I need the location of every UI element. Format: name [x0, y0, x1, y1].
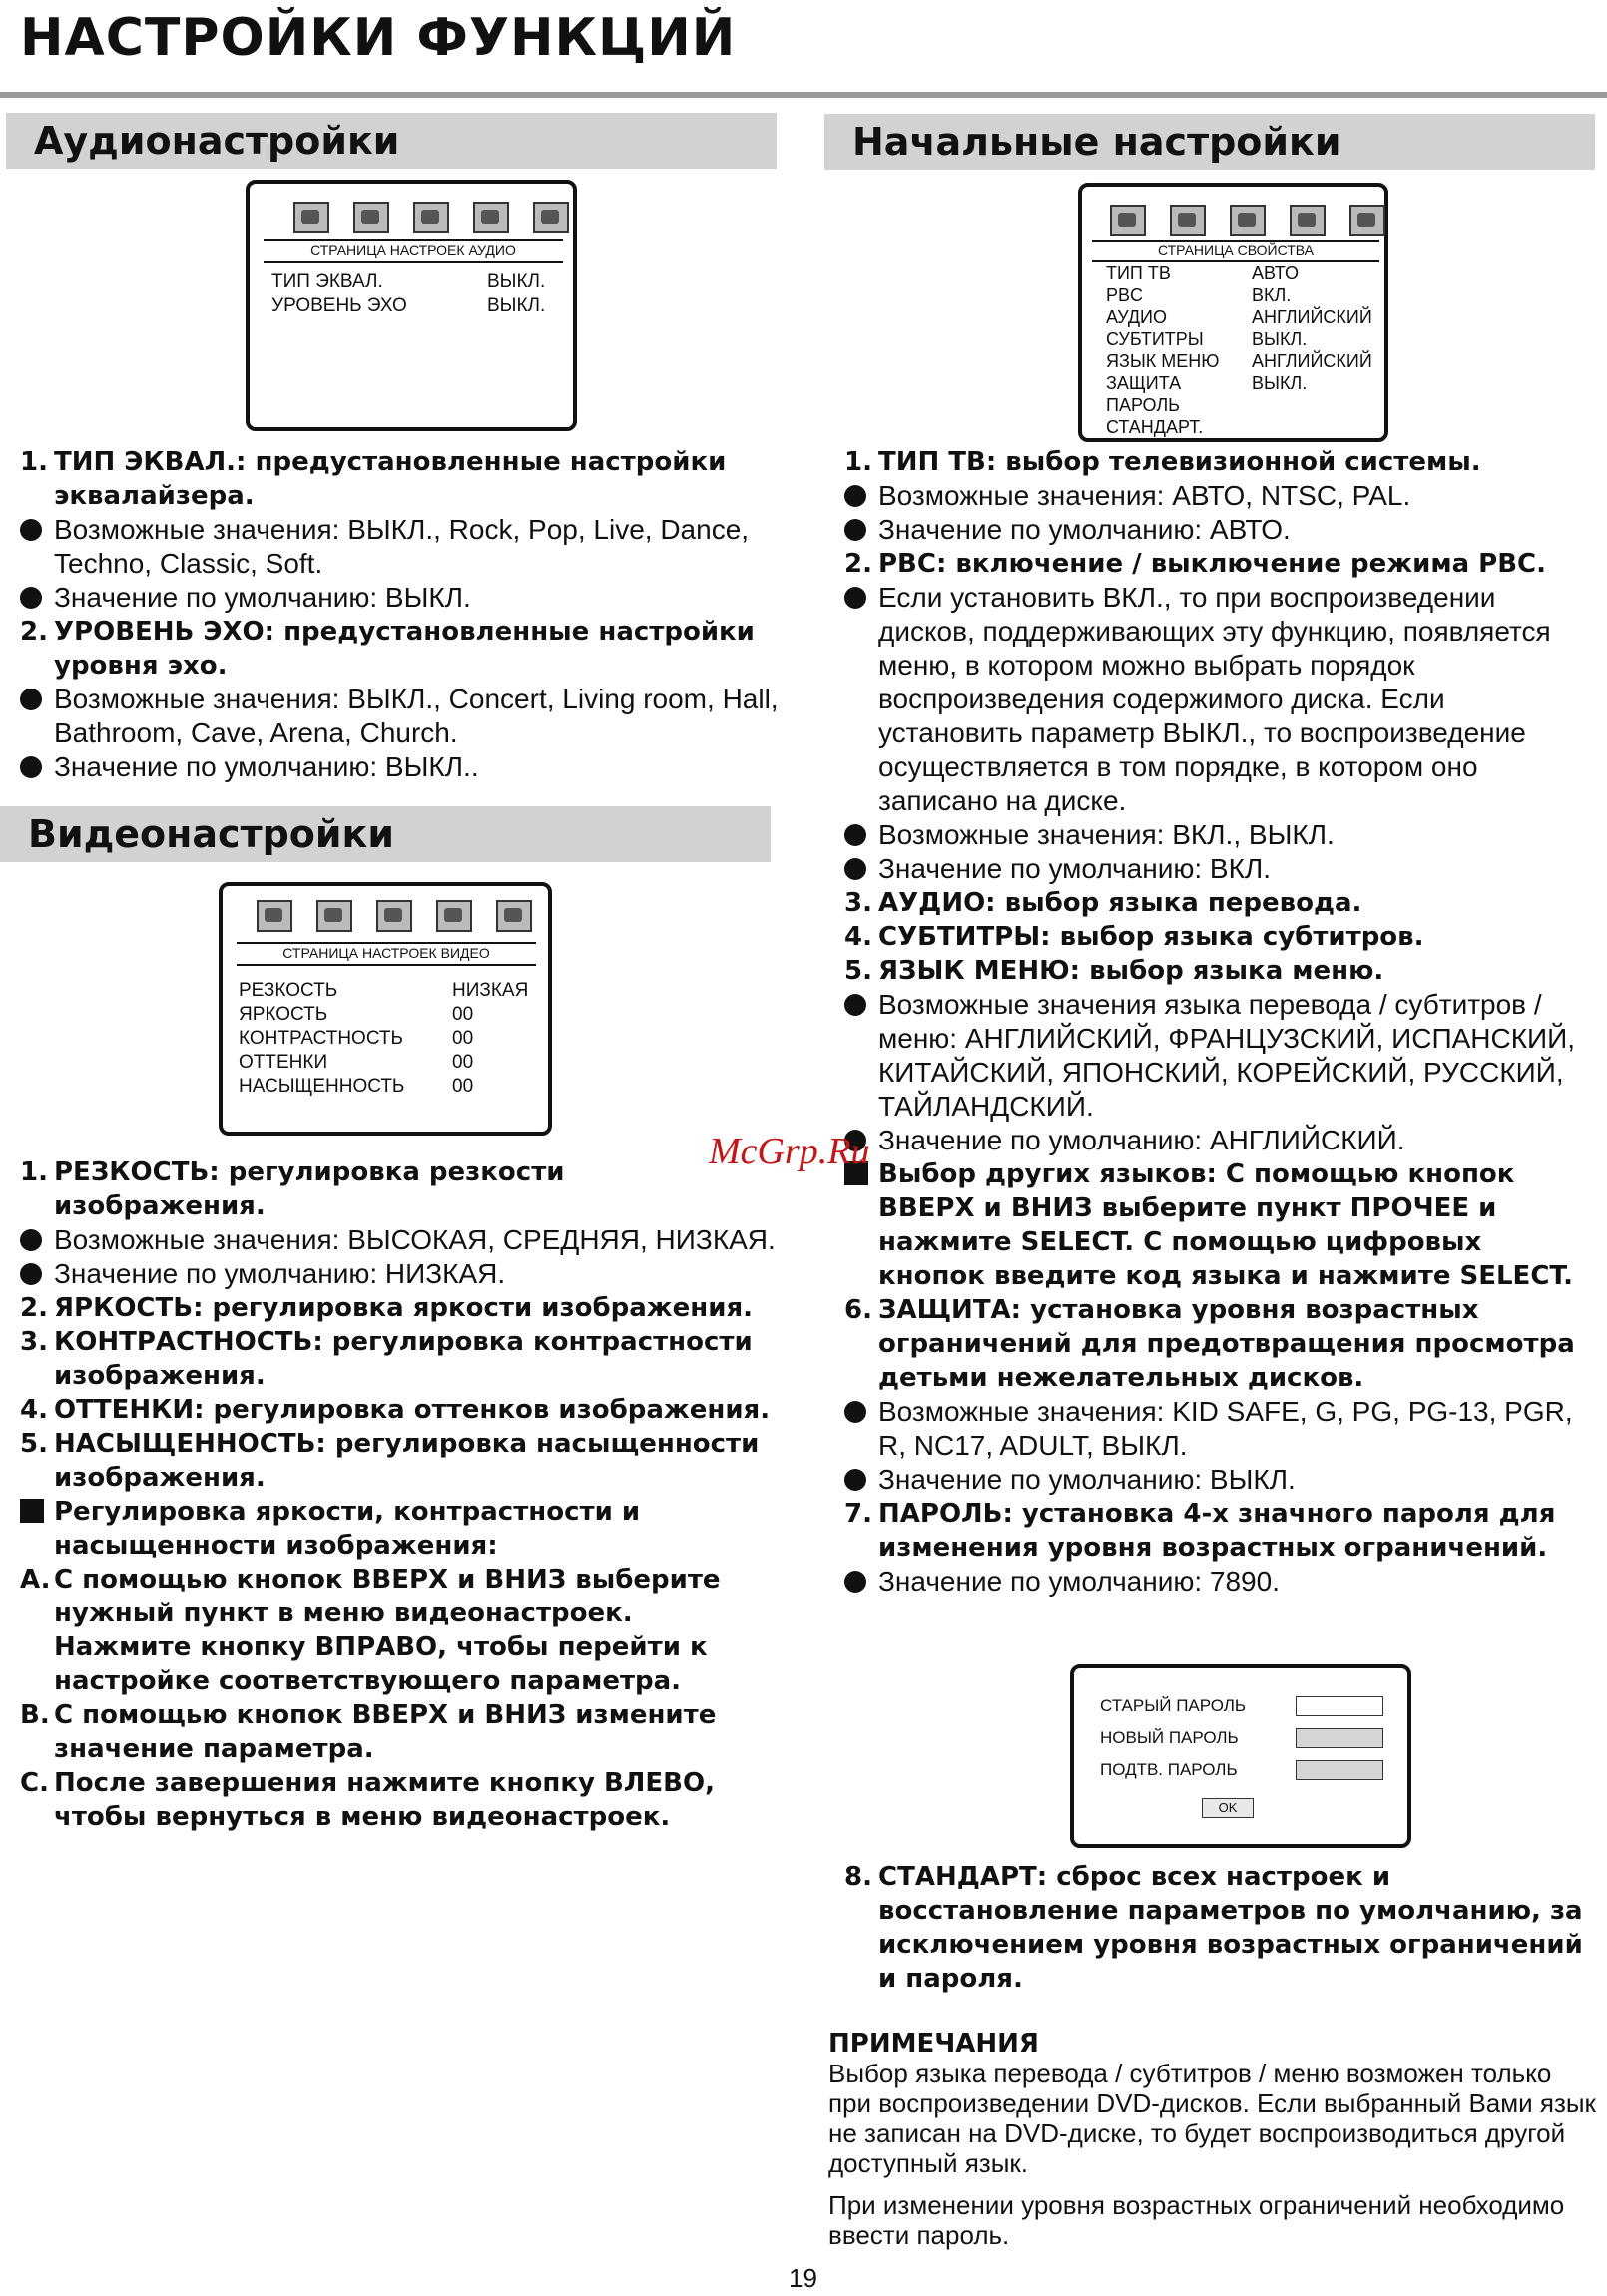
list-item [844, 852, 1597, 886]
confirm-password-label: ПОДТВ. ПАРОЛЬ [1100, 1760, 1238, 1779]
screen-row-value: ВЫКЛ. [1252, 373, 1308, 393]
list-item [844, 479, 1597, 513]
screen-row-label: СТАНДАРТ. [1106, 417, 1204, 437]
bullet-icon [20, 1263, 42, 1285]
general-setup-icon [293, 202, 329, 233]
item-text: Выбор других языков: С помощью кнопок ВВЕРХ и ВНИЗ выберите пункт ПРОЧЕЕ и нажмите SELECT. С помощью цифровых кнопок введите код языка и нажмите SELECT. [878, 1159, 1574, 1291]
item-text: Значение по умолчанию: ВКЛ. [878, 853, 1272, 884]
screen-row-value: ВЫКЛ. [487, 271, 546, 292]
confirm-password-input[interactable] [1296, 1760, 1383, 1780]
item-text: Возможные значения: АВТО, NTSC, PAL. [878, 480, 1411, 511]
screen-row-value: 00 [452, 1028, 474, 1049]
item-letter: B. [20, 1700, 50, 1730]
screen-row-label: ЯЗЫК МЕНЮ [1106, 351, 1220, 371]
list-item [20, 445, 779, 513]
list-item [844, 1157, 1597, 1293]
list-item [20, 1291, 779, 1325]
list-item [20, 1563, 779, 1698]
ok-button[interactable]: OK [1202, 1798, 1254, 1818]
item-text: РЕЗКОСТЬ: регулировка резкости изображения. [54, 1157, 565, 1221]
list-item [844, 920, 1597, 954]
speaker-icon [353, 202, 389, 233]
item-text: ПАРОЛЬ: установка 4-х значного пароля для изменения уровня возрастных ограничений. [878, 1499, 1556, 1563]
item-number: 2. [20, 1293, 48, 1323]
screen-header: СТРАНИЦА НАСТРОЕК ВИДЕО [282, 945, 490, 961]
screen-icon-bar [293, 202, 569, 233]
item-text: ОТТЕНКИ: регулировка оттенков изображения. [54, 1395, 771, 1425]
audio-settings-screen [246, 180, 577, 431]
general-setup-icon [1110, 205, 1146, 236]
screen-row-value: 00 [452, 1052, 474, 1073]
list-item [844, 581, 1597, 818]
video-settings-screen [219, 882, 552, 1136]
new-password-input[interactable] [1296, 1728, 1383, 1748]
password-dialog [1070, 1664, 1411, 1848]
video-icon [436, 900, 472, 932]
list-item [844, 513, 1597, 547]
item-text: Значение по умолчанию: ВЫКЛ. [878, 1464, 1296, 1495]
screen-divider [237, 942, 536, 944]
list-item [20, 750, 779, 784]
speaker-icon [316, 900, 352, 932]
screen-divider [264, 239, 563, 241]
video-description [20, 1155, 779, 1834]
item-text: ЯЗЫК МЕНЮ: выбор языка меню. [878, 956, 1384, 986]
list-item [20, 1495, 779, 1563]
item-number: 4. [20, 1395, 48, 1425]
screen-row-label: ЯРКОСТЬ [239, 1004, 328, 1025]
audio-heading: Аудионастройки [6, 113, 777, 169]
item-text: После завершения нажмите кнопку ВЛЕВО, чтобы вернуться в меню видеонастроек. [54, 1768, 715, 1832]
screen-row-label: УРОВЕНЬ ЭХО [271, 295, 407, 316]
screen-row-label: НАСЫЩЕННОСТЬ [239, 1076, 405, 1097]
item-text: Значение по умолчанию: ВЫКЛ. [54, 582, 471, 613]
initial-description [844, 445, 1597, 1599]
bullet-icon [20, 1229, 42, 1251]
item-number: 2. [20, 617, 48, 647]
notes [828, 2029, 1597, 2250]
bullet-icon [844, 994, 866, 1016]
item-text: С помощью кнопок ВВЕРХ и ВНИЗ измените значение параметра. [54, 1700, 717, 1764]
screen-row-label: ПАРОЛЬ [1106, 395, 1180, 415]
item-number: 3. [844, 888, 872, 918]
bullet-icon [20, 756, 42, 778]
list-item [844, 445, 1597, 479]
list-item [844, 818, 1597, 852]
item-text: Возможные значения: ВКЛ., ВЫКЛ. [878, 819, 1335, 850]
bullet-icon [20, 689, 42, 710]
item-text: Возможные значения: ВЫКЛ., Rock, Pop, Live, Dance, Techno, Classic, Soft. [54, 514, 750, 579]
bullet-icon [844, 1401, 866, 1423]
audio-icon [376, 900, 412, 932]
item-text: АУДИО: выбор языка перевода. [878, 888, 1362, 918]
preference-icon [533, 202, 569, 233]
audio-description [20, 445, 779, 784]
screen-header: СТРАНИЦА НАСТРОЕК АУДИО [310, 242, 516, 258]
screen-row-label: КОНТРАСТНОСТЬ [239, 1028, 403, 1049]
page-title: НАСТРОЙКИ ФУНКЦИЙ [20, 8, 737, 68]
list-item [20, 1698, 779, 1766]
title-divider [0, 92, 1607, 98]
list-item [844, 886, 1597, 920]
item-text: Возможные значения: ВЫСОКАЯ, СРЕДНЯЯ, НИЗКАЯ. [54, 1224, 776, 1255]
screen-row-label: ТИП ТВ [1106, 263, 1171, 283]
screen-icon-bar [1110, 205, 1385, 236]
initial-heading: Начальные настройки [824, 114, 1595, 170]
list-item [20, 1257, 779, 1291]
list-item [20, 1223, 779, 1257]
notes-heading: ПРИМЕЧАНИЯ [828, 2029, 1039, 2059]
item-text: Значение по умолчанию: НИЗКАЯ. [54, 1258, 506, 1289]
bullet-icon [844, 1469, 866, 1491]
item-text: PBC: включение / выключение режима PBC. [878, 549, 1547, 579]
item-text: ТИП ТВ: выбор телевизионной системы. [878, 447, 1481, 477]
notes-paragraph: Выбор языка перевода / субтитров / меню возможен только при воспроизведении DVD-дисков. Если выбранный Вами язык не записан на DVD-диске, то будет воспроизводиться другой доступный язык. [828, 2059, 1596, 2178]
watermark: McGrp.Ru [709, 1131, 870, 1172]
screen-icon-bar [257, 900, 532, 932]
preference-icon [1349, 205, 1385, 236]
list-item [20, 513, 779, 581]
screen-row-value: ВКЛ. [1252, 285, 1292, 305]
item-text: Значение по умолчанию: АНГЛИЙСКИЙ. [878, 1125, 1405, 1155]
item-text: С помощью кнопок ВВЕРХ и ВНИЗ выберите нужный пункт в меню видеонастроек. Нажмите кнопку ВПРАВО, чтобы перейти к настройке соответствующего параметра. [54, 1565, 721, 1696]
bullet-icon [844, 519, 866, 541]
item-text: Значение по умолчанию: АВТО. [878, 514, 1291, 545]
item-text: КОНТРАСТНОСТЬ: регулировка контрастности изображения. [54, 1327, 753, 1391]
screen-row-value: ВЫКЛ. [1252, 329, 1308, 349]
list-item [844, 547, 1597, 581]
item-number: 2. [844, 549, 872, 579]
audio-icon [1230, 205, 1266, 236]
screen-row-label: PBC [1106, 285, 1144, 305]
item-text: Значение по умолчанию: ВЫКЛ.. [54, 751, 479, 782]
item-number: 3. [20, 1327, 48, 1357]
item-number: 1. [20, 447, 48, 477]
speaker-icon [1170, 205, 1206, 236]
item-text: Возможные значения: ВЫКЛ., Concert, Living room, Hall, Bathroom, Cave, Arena, Church. [54, 684, 779, 748]
preference-screen [1078, 183, 1388, 442]
list-item [20, 1393, 779, 1427]
item-number: 4. [844, 922, 872, 952]
reset-description [844, 1860, 1597, 1996]
list-item [844, 1395, 1597, 1463]
screen-row-label: РЕЗКОСТЬ [239, 980, 338, 1001]
item-letter: A. [20, 1565, 51, 1595]
screen-row-value: ВЫКЛ. [487, 295, 546, 316]
list-item [844, 1565, 1597, 1599]
square-bullet-icon [20, 1499, 44, 1523]
item-text: СТАНДАРТ: сброс всех настроек и восстановление параметров по умолчанию, за исключением уровня возрастных ограничений и пароля. [878, 1862, 1583, 1994]
item-number: 5. [20, 1429, 48, 1459]
notes-paragraph: При изменении уровня возрастных ограничений необходимо ввести пароль. [828, 2190, 1565, 2250]
item-number: 5. [844, 956, 872, 986]
item-text: УРОВЕНЬ ЭХО: предустановленные настройки уровня эхо. [54, 617, 755, 681]
bullet-icon [844, 1571, 866, 1593]
page-number: 19 [789, 2263, 817, 2293]
bullet-icon [844, 485, 866, 507]
list-item [20, 1325, 779, 1393]
preference-icon [496, 900, 532, 932]
item-number: 1. [20, 1157, 48, 1187]
screen-row-value: АВТО [1252, 263, 1299, 283]
list-item [20, 683, 779, 750]
list-item [844, 1124, 1597, 1157]
list-item [844, 1860, 1597, 1996]
bullet-icon [844, 587, 866, 609]
screen-row-value: 00 [452, 1076, 474, 1097]
item-text: ТИП ЭКВАЛ.: предустановленные настройки эквалайзера. [54, 447, 727, 511]
bullet-icon [844, 858, 866, 880]
list-item [20, 1427, 779, 1495]
general-setup-icon [257, 900, 292, 932]
list-item [20, 1766, 779, 1834]
list-item [844, 1497, 1597, 1565]
screen-row-label: СУБТИТРЫ [1106, 329, 1204, 349]
item-text: Возможные значения: KID SAFE, G, PG, PG-13, PGR, R, NC17, ADULT, ВЫКЛ. [878, 1396, 1573, 1461]
old-password-input[interactable] [1296, 1696, 1383, 1716]
screen-row-label: ТИП ЭКВАЛ. [271, 271, 383, 292]
item-number: 6. [844, 1295, 872, 1325]
item-number: 8. [844, 1862, 872, 1892]
screen-row-label: ОТТЕНКИ [239, 1052, 328, 1073]
video-icon [1290, 205, 1326, 236]
new-password-label: НОВЫЙ ПАРОЛЬ [1100, 1728, 1239, 1747]
video-heading: Видеонастройки [0, 806, 771, 862]
old-password-label: СТАРЫЙ ПАРОЛЬ [1100, 1696, 1247, 1715]
screen-row-value: НИЗКАЯ [452, 980, 529, 1001]
video-icon [473, 202, 509, 233]
list-item [844, 954, 1597, 988]
screen-row-value: 00 [452, 1004, 474, 1025]
screen-row-label: ЗАЩИТА [1106, 373, 1182, 393]
item-text: ЗАЩИТА: установка уровня возрастных ограничений для предотвращения просмотра детьми нежелательных дисков. [878, 1295, 1575, 1393]
screen-row-value: АНГЛИЙСКИЙ [1252, 351, 1372, 371]
audio-icon [413, 202, 449, 233]
item-number: 7. [844, 1499, 872, 1529]
screen-header: СТРАНИЦА СВОЙСТВА [1157, 242, 1315, 258]
bullet-icon [20, 587, 42, 609]
list-item [844, 1293, 1597, 1395]
list-item [844, 988, 1597, 1124]
item-letter: C. [20, 1768, 49, 1798]
item-text: Регулировка яркости, контрастности и насыщенности изображения: [54, 1497, 641, 1561]
list-item [20, 581, 779, 615]
item-text: НАСЫЩЕННОСТЬ: регулировка насыщенности изображения. [54, 1429, 760, 1493]
screen-divider [237, 964, 536, 966]
list-item [20, 615, 779, 683]
item-text: Значение по умолчанию: 7890. [878, 1566, 1280, 1597]
item-text: Возможные значения языка перевода / субтитров / меню: АНГЛИЙСКИЙ, ФРАНЦУЗСКИЙ, ИСПАНСКИЙ, КИТАЙСКИЙ, ЯПОНСКИЙ, КОРЕЙСКИЙ, РУССКИЙ, ТАЙЛАНДСКИЙ. [878, 989, 1576, 1122]
bullet-icon [20, 519, 42, 541]
item-number: 1. [844, 447, 872, 477]
item-text: Если установить ВКЛ., то при воспроизведении дисков, поддерживающих эту функцию, появляется меню, в котором можно выбрать порядок воспроизведения содержимого диска. Если установить параметр ВЫКЛ., то воспроизведение осуществляется в том порядке, в котором оно записано на диске. [878, 582, 1551, 816]
list-item [844, 1463, 1597, 1497]
item-text: СУБТИТРЫ: выбор языка субтитров. [878, 922, 1424, 952]
bullet-icon [844, 824, 866, 846]
list-item [20, 1155, 779, 1223]
screen-row-label: АУДИО [1106, 307, 1167, 327]
item-text: ЯРКОСТЬ: регулировка яркости изображения. [54, 1293, 754, 1323]
screen-divider [264, 261, 563, 263]
screen-row-value: АНГЛИЙСКИЙ [1252, 307, 1372, 327]
